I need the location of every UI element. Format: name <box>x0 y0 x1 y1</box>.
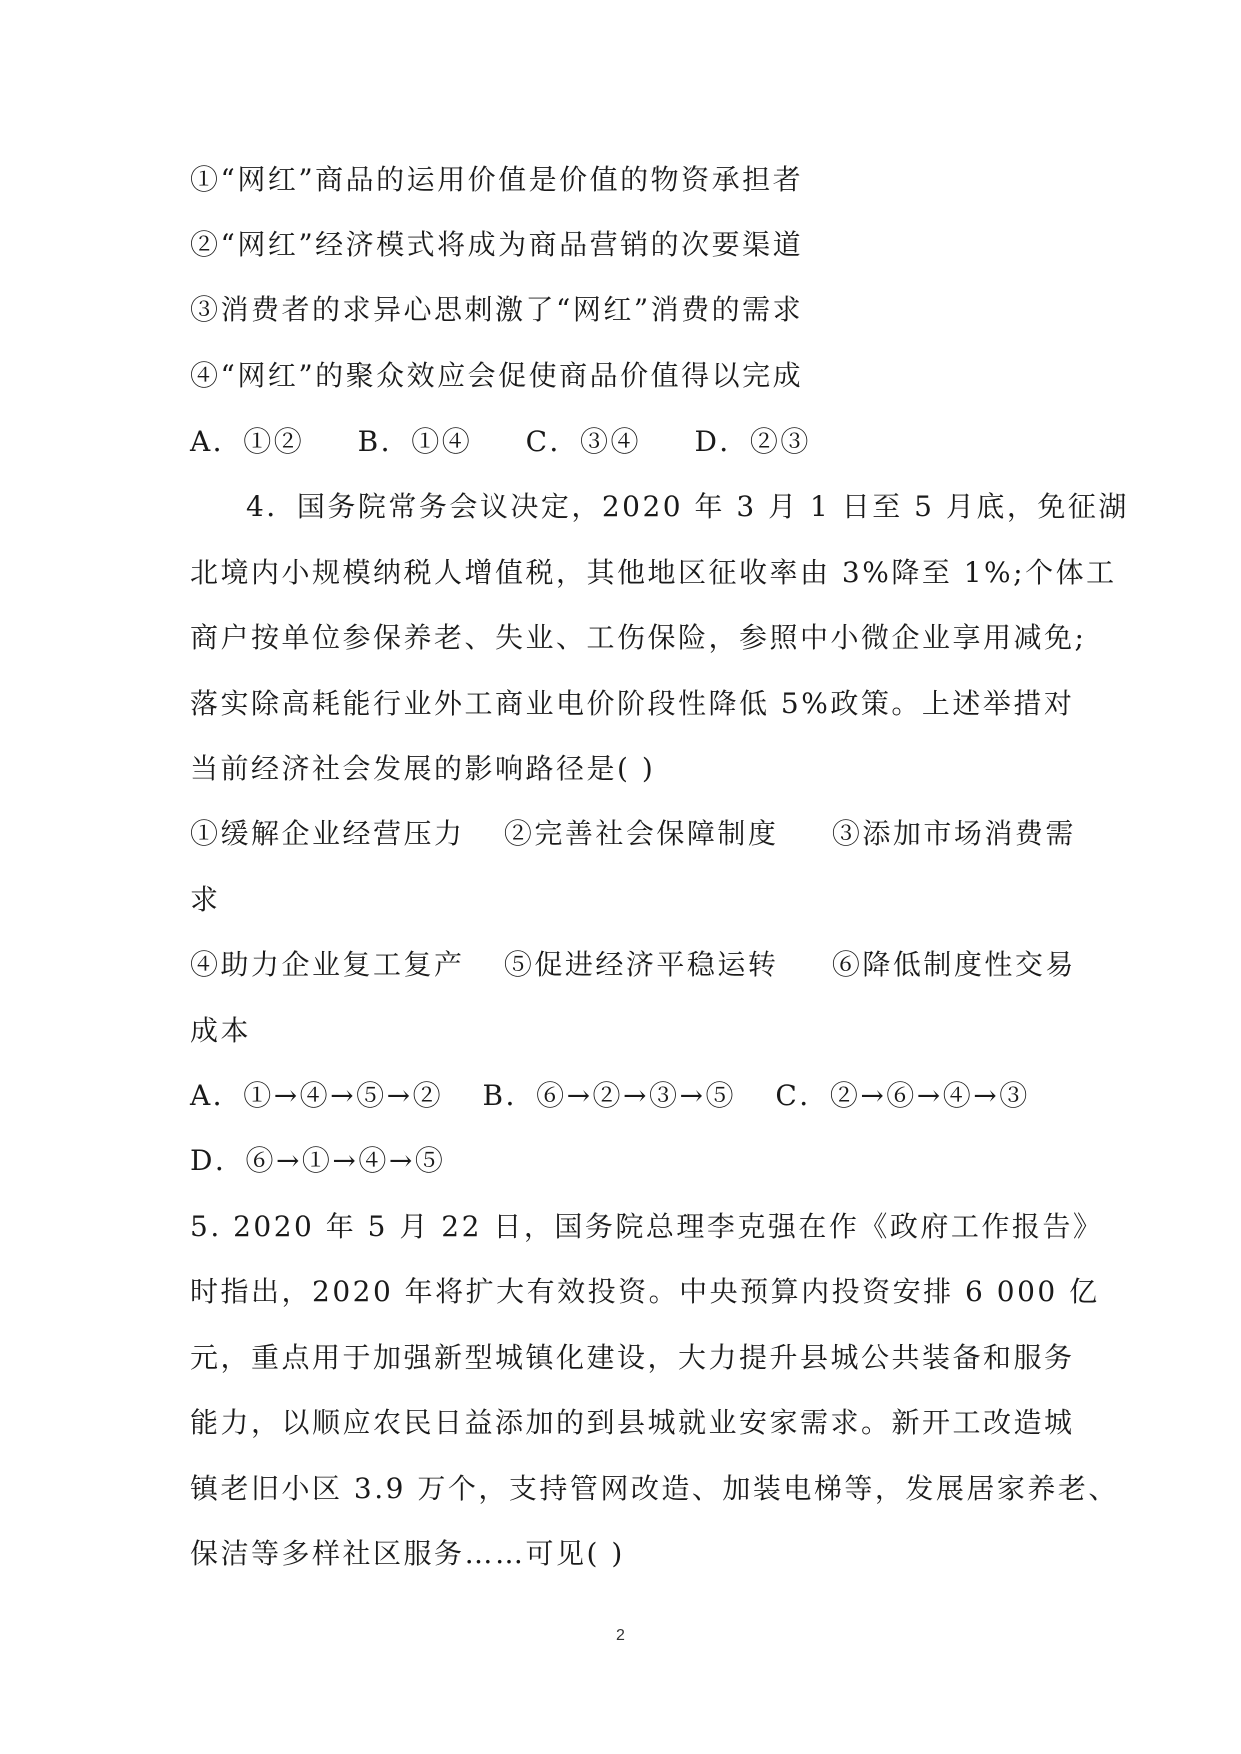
q3-statement-2: ②“网红”经济模式将成为商品营销的次要渠道 <box>190 228 804 261</box>
q4-choice-b: B．⑥→②→③→⑤ <box>482 1079 736 1112</box>
q3-choice-b: B．①④ <box>357 425 473 458</box>
q3-choice-c: C．③④ <box>525 425 642 458</box>
q3-statement-4: ④“网红”的聚众效应会促使商品价值得以完成 <box>190 359 804 392</box>
q3-statement-1: ①“网红”商品的运用价值是价值的物资承担者 <box>190 163 804 196</box>
q5-stem-line-5: 镇老旧小区 3.9 万个，支持管网改造、加装电梯等，发展居家养老、 <box>190 1472 1119 1505</box>
q3-choices <box>190 422 811 462</box>
q4-item-3-wrap: 求 <box>190 883 221 916</box>
q4-choices-row <box>190 1076 1030 1116</box>
q4-item-3: ③添加市场消费需 <box>831 817 1076 850</box>
q4-items-row-2 <box>190 945 1076 985</box>
q4-items-row-1 <box>190 814 1076 854</box>
q4-stem-line-3: 商户按单位参保养老、失业、工伤保险，参照中小微企业享用减免; <box>190 621 1087 654</box>
page-number: 2 <box>616 1627 625 1644</box>
q4-choice-c: C．②→⑥→④→③ <box>775 1079 1030 1112</box>
q4-stem-line-2: 北境内小规模纳税人增值税，其他地区征收率由 3%降至 1%;个体工 <box>190 556 1117 589</box>
q5-stem-line-3: 元，重点用于加强新型城镇化建设，大力提升县城公共装备和服务 <box>190 1341 1075 1374</box>
q4-item-5: ⑤促进经济平稳运转 <box>503 948 779 981</box>
q4-item-2: ②完善社会保障制度 <box>503 817 779 850</box>
q4-choice-a: A．①→④→⑤→② <box>190 1079 444 1112</box>
q3-statement-3: ③消费者的求异心思刺激了“网红”消费的需求 <box>190 293 804 326</box>
q4-stem-line-4: 落实除高耗能行业外工商业电价阶段性降低 5%政策。上述举措对 <box>190 687 1075 720</box>
q4-stem-line-5: 当前经济社会发展的影响路径是( ) <box>190 752 656 785</box>
q5-stem-line-2: 时指出，2020 年将扩大有效投资。中央预算内投资安排 6 000 亿 <box>190 1275 1100 1308</box>
q4-stem-line-1: 4．国务院常务会议决定，2020 年 3 月 1 日至 5 月底，免征湖 <box>246 490 1129 523</box>
q4-item-6: ⑥降低制度性交易 <box>831 948 1076 981</box>
q3-choice-a: A．①② <box>190 425 305 458</box>
q5-stem-line-4: 能力，以顺应农民日益添加的到县城就业安家需求。新开工改造城 <box>190 1406 1075 1439</box>
q4-item-4: ④助力企业复工复产 <box>190 948 465 981</box>
q5-stem-line-6: 保洁等多样社区服务……可见( ) <box>190 1537 625 1570</box>
q5-stem-line-1: 5. 2020 年 5 月 22 日，国务院总理李克强在作《政府工作报告》 <box>190 1210 1104 1243</box>
q4-choice-d: D．⑥→①→④→⑤ <box>190 1144 446 1177</box>
q4-item-1: ①缓解企业经营压力 <box>190 817 465 850</box>
q4-item-6-wrap: 成本 <box>190 1014 252 1047</box>
q3-choice-d: D．②③ <box>694 425 811 458</box>
